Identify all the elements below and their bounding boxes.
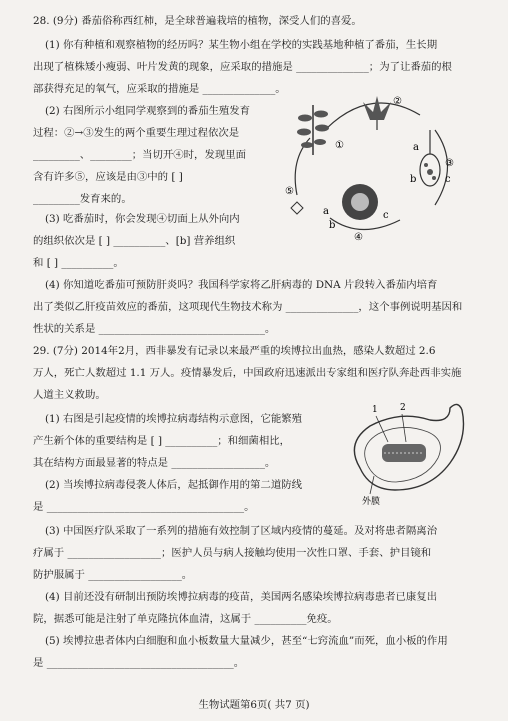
q29-4-line-a: (4) 目前还没有研制出预防埃博拉病毒的疫苗，美国两名感染埃博拉病毒患者已康复出 bbox=[45, 591, 438, 603]
fig-label-a-pistil: a bbox=[413, 142, 419, 153]
fig-label-b-pistil: b bbox=[410, 174, 417, 185]
ebola-label-1: 1 bbox=[372, 405, 378, 415]
fig-label-c-fruit: c bbox=[383, 210, 389, 221]
fig-label-c-pistil: c bbox=[445, 174, 451, 185]
q29-3-line-b: 疗属于 __________________；医护人员与病人接触均使用一次性口罩、手套、护目镜和 bbox=[33, 547, 432, 559]
ebola-label-2: 2 bbox=[400, 403, 406, 413]
fig-label-4: ④ bbox=[354, 232, 363, 243]
q29-5-line-a: (5) 埃博拉患者体内白细胞和血小板数量大量减少，甚至“七窍流血”而死，血小板的作用 bbox=[45, 635, 448, 647]
q28-4-line-b: 出了类似乙肝疫苗效应的番茄，这项现代生物技术称为 ______________，这个事例说明基因和 bbox=[33, 301, 463, 313]
q28-1-line-a: (1) 你有种植和观察植物的经历吗？某生物小组在学校的实践基地种植了番茄，生长期 bbox=[45, 39, 438, 51]
q28-2-line-c: _________、________；当切开④时，发现里面 bbox=[33, 149, 247, 161]
q29-1-line-b: 产生新个体的重要结构是 [ ] __________；和细菌相比， bbox=[33, 435, 290, 447]
q29-2-line-b: 是 ______________________________________。 bbox=[33, 501, 255, 513]
q28-1-line-b: 出现了植株矮小瘦弱、叶片发黄的现象，应采取的措施是 ______________；为了让番茄的根 bbox=[33, 61, 452, 73]
q28-2-line-d: 含有许多⑤，应该是由③中的 [ ] bbox=[33, 171, 183, 183]
q29-intro-line-2: 万人，死亡人数超过 1.1 万人。疫情暴发后，中国政府迅速派出专家组和医疗队奔赴西非实施 bbox=[33, 367, 462, 379]
q29-3-line-c: 防护服属于 __________________。 bbox=[33, 569, 193, 581]
ebola-label-outer-membrane: 外膜 bbox=[362, 497, 381, 507]
q29-5-line-b: 是 ____________________________________。 bbox=[33, 657, 245, 669]
q29-4-line-b: 院，据悉可能是注射了单克隆抗体血清，这属于 __________免疫。 bbox=[33, 613, 338, 625]
q29-intro-line-3: 人道主义救助。 bbox=[33, 389, 106, 401]
fig-label-5: ⑤ bbox=[285, 186, 294, 197]
fig-label-1: ① bbox=[335, 140, 344, 151]
fig-label-2: ② bbox=[393, 96, 402, 107]
q29-2-line-a: (2) 当埃博拉病毒侵袭人体后，起抵御作用的第二道防线 bbox=[45, 479, 303, 491]
q29-3-line-a: (3) 中国医疗队采取了一系列的措施有效控制了区域内疫情的蔓延。及对将患者隔离治 bbox=[45, 525, 438, 537]
fig-label-a-fruit: a bbox=[323, 206, 329, 217]
q29-1-line-a: (1) 右图是引起疫情的埃博拉病毒结构示意图，它能繁殖 bbox=[45, 413, 303, 425]
q28-3-line-c: 和 [ ] __________。 bbox=[33, 257, 124, 269]
page-footer: 生物试题第6页( 共7 页) bbox=[198, 699, 310, 711]
ebola-virus-figure bbox=[340, 398, 470, 508]
q28-3-line-a: (3) 吃番茄时，你会发现④切面上从外向内 bbox=[45, 213, 240, 225]
q28-2-line-a: (2) 右图所示小组同学观察到的番茄生殖发育 bbox=[45, 105, 251, 117]
tomato-lifecycle-figure bbox=[285, 90, 465, 245]
q28-4-line-c: 性状的关系是 ________________________________。 bbox=[33, 323, 276, 335]
q28-1-line-c: 部获得充足的氧气，应采取的措施是 ______________。 bbox=[33, 83, 286, 95]
fig-label-3: ③ bbox=[445, 158, 454, 169]
q28-3-line-b: 的组织依次是 [ ] __________、[b] 营养组织 bbox=[33, 235, 236, 247]
q29-title: 29. (7分) 2014年2月，西非暴发有记录以来最严重的埃博拉出血热，感染人数超过 2.6 bbox=[33, 345, 436, 357]
q29-1-line-c: 其在结构方面最显著的特点是 __________________。 bbox=[33, 457, 276, 469]
q28-4-line-a: (4) 你知道吃番茄可预防肝炎吗？我国科学家将乙肝病毒的 DNA 片段转入番茄内培育 bbox=[45, 279, 438, 291]
q28-2-line-b: 过程：②→③发生的两个重要生理过程依次是 bbox=[33, 127, 240, 139]
q28-title: 28. (9分) 番茄俗称西红柿，是全球普遍栽培的植物，深受人们的喜爱。 bbox=[33, 15, 362, 27]
q28-2-line-e: _________发育来的。 bbox=[33, 193, 132, 205]
fig-label-b-fruit: b bbox=[329, 220, 336, 231]
